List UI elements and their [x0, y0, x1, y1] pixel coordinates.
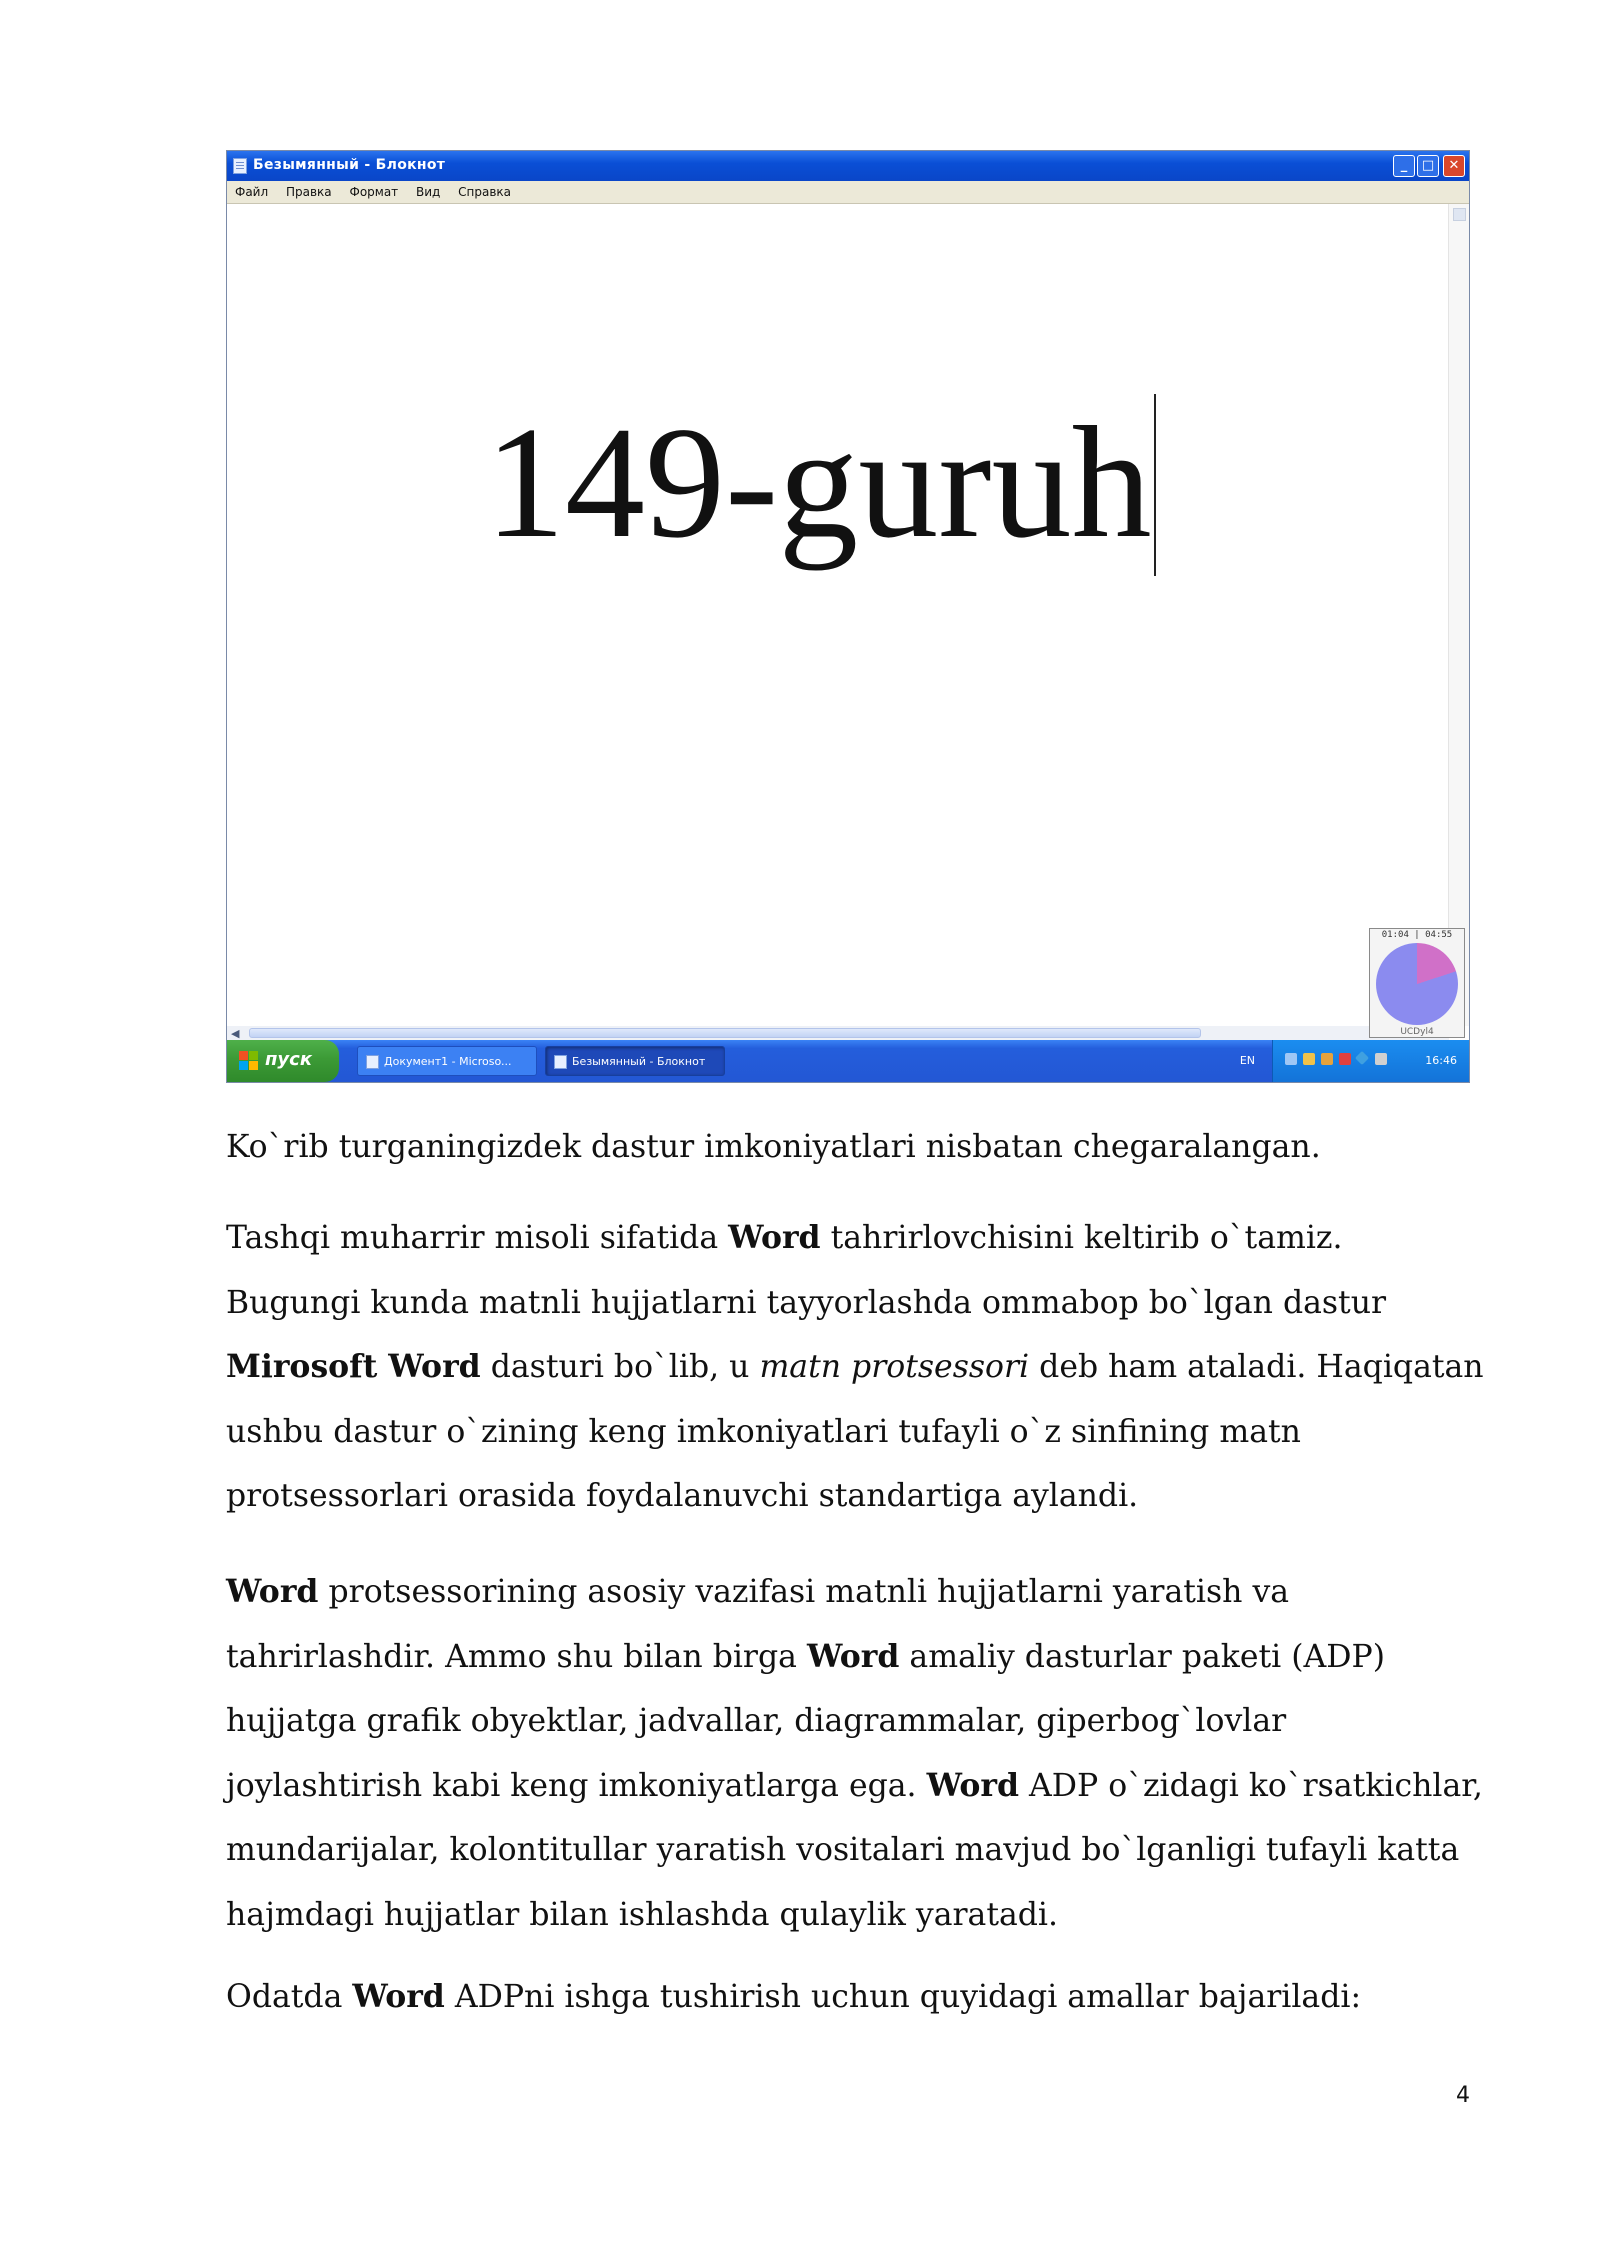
notepad-titlebar[interactable]	[227, 151, 1469, 181]
menu-view[interactable]: Вид	[416, 185, 441, 199]
horizontal-scrollbar[interactable]	[227, 1026, 1449, 1040]
text-caret	[1154, 394, 1156, 576]
recorder-label: UCDyl4	[1400, 1027, 1434, 1037]
security-icon[interactable]	[1303, 1053, 1315, 1065]
scrollbar-thumb[interactable]	[249, 1028, 1201, 1038]
vertical-scrollbar[interactable]	[1448, 204, 1469, 1026]
text-editor-area[interactable]	[227, 204, 1449, 1026]
paragraph-3: Word protsessorining asosiy vazifasi matnli hujjatlarni yaratish va tahrirlashdir. Ammo shu bilan birga Word amaliy dasturlar paketi (ADP) hujjatga grafik obyektlar, jadvallar, diagrammalar, giperbog`lovlar joylashtirish kabi keng imkoniyatlarga ega. Word ADP o`zidagi ko`rsatkichlar, mundarijalar, kolontitullar yaratish vositalari mavjud bo`lganligi tufayli katta hajmdagi hujjatlar bilan ishlashda qulaylik yaratadi.	[226, 1573, 1483, 1933]
notepad-screenshot	[226, 150, 1470, 1083]
windows-logo-icon	[239, 1051, 259, 1071]
page-number: 4	[1456, 2083, 1470, 2108]
scroll-left-icon[interactable]: ◀	[231, 1027, 240, 1040]
minimize-button[interactable]: _	[1393, 155, 1415, 177]
diamond-icon[interactable]	[1355, 1051, 1369, 1065]
menu-file[interactable]: Файл	[235, 185, 269, 199]
taskbar-item-notepad[interactable]: Безымянный - Блокнот	[545, 1046, 725, 1076]
notepad-icon	[554, 1055, 567, 1069]
tray-app-icon[interactable]	[1321, 1053, 1333, 1065]
menu-help[interactable]: Справка	[458, 185, 512, 199]
window-title: Безымянный - Блокнот	[253, 157, 446, 173]
taskbar-item-word[interactable]: Документ1 - Microso...	[357, 1046, 537, 1076]
paragraph-4: Odatda Word ADPni ishga tushirish uchun quyidagi amallar bajariladi:	[226, 1978, 1362, 2015]
paragraph-1: Ko`rib turganingizdek dastur imkoniyatlari nisbatan chegaralangan.	[226, 1129, 1321, 1165]
editor-content: 149-guruh	[485, 394, 1156, 576]
word-document-icon	[366, 1055, 379, 1069]
menubar	[227, 181, 1469, 204]
paragraph-2: Tashqi muharrir misoli sifatida Word tahrirlovchisini keltirib o`tamiz. Bugungi kunda matnli hujjatlarni tayyorlashda ommabop bo`lgan dastur Mirosoft Word dasturi bo`lib, u matn protsessori deb ham ataladi. Haqiqatan ushbu dastur o`zining keng imkoniyatlari tufayli o`z sinfining matn protsessorlari orasida foydalanuvchi standartiga aylandi.	[226, 1219, 1484, 1514]
taskbar	[227, 1040, 1469, 1082]
close-button[interactable]: ✕	[1443, 155, 1465, 177]
language-indicator[interactable]: EN	[1239, 1054, 1255, 1067]
notepad-icon	[233, 158, 247, 174]
recorder-progress-pie	[1376, 943, 1458, 1025]
screen-recorder-widget	[1369, 928, 1465, 1038]
system-tray	[1272, 1040, 1469, 1082]
clock[interactable]: 16:46	[1425, 1054, 1457, 1067]
maximize-button[interactable]: □	[1417, 155, 1439, 177]
recorder-tray-icon[interactable]	[1339, 1053, 1351, 1065]
volume-icon[interactable]	[1375, 1053, 1387, 1065]
menu-edit[interactable]: Правка	[285, 185, 332, 199]
network-icon[interactable]	[1285, 1053, 1297, 1065]
start-label: пуск	[265, 1049, 313, 1070]
recorder-time: 01:04 | 04:55	[1381, 930, 1453, 940]
start-button[interactable]	[227, 1040, 339, 1082]
scroll-up-icon[interactable]	[1453, 208, 1466, 221]
menu-format[interactable]: Формат	[349, 185, 399, 199]
